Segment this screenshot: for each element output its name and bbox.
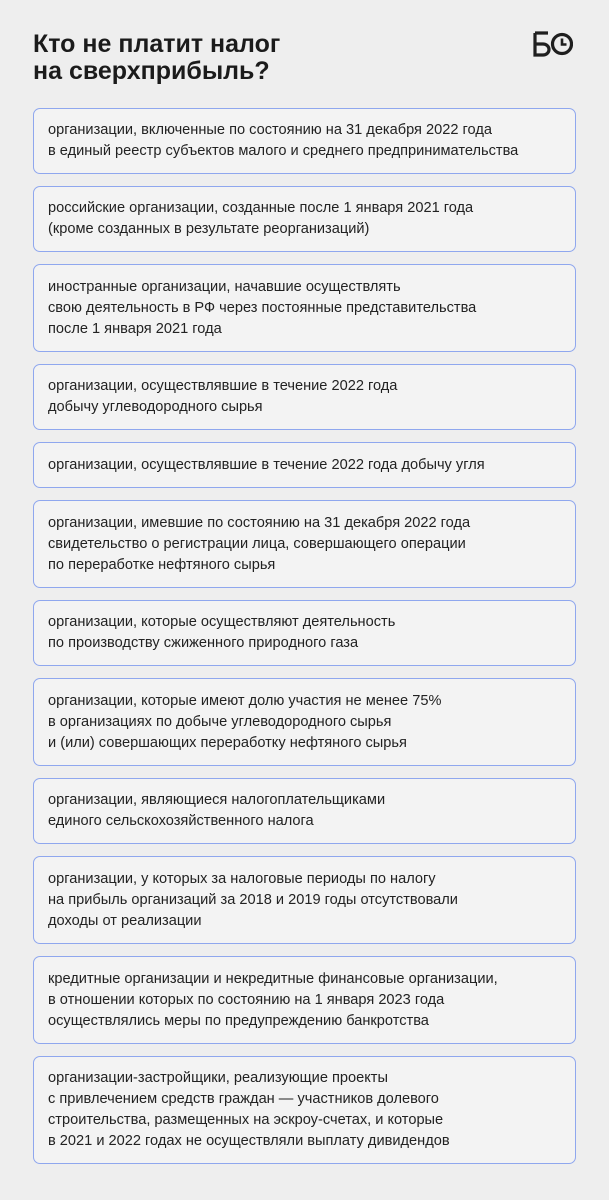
- page-title-line: на сверхприбыль?: [33, 57, 270, 85]
- list-item-text: в 2021 и 2022 годах не осуществляли выплату дивидендов: [48, 1133, 450, 1149]
- list-item-text: организации-застройщики, реализующие проекты: [48, 1070, 388, 1086]
- bo-logo: [533, 31, 573, 57]
- list-item-text: и (или) совершающих переработку нефтяного сырья: [48, 734, 407, 751]
- list-item-text: с привлечением средств граждан — участников долевого: [48, 1091, 439, 1107]
- list-item-text: в единый реестр субъектов малого и среднего предпринимательства: [48, 143, 519, 159]
- list-item-text: добычу углеводородного сырья: [48, 399, 263, 415]
- header: [33, 31, 573, 91]
- list-item-text: организации, у которых за налоговые периоды по налогу: [48, 870, 436, 887]
- list-item-text: осуществлялись меры по предупреждению банкротства: [48, 1012, 429, 1029]
- list-item-text: строительства, размещенных на эскроу-счетах, и которые: [48, 1112, 444, 1128]
- list-item: [33, 956, 576, 1044]
- list-item-text: организации, которые осуществляют деятельность: [48, 614, 396, 630]
- list-item: [33, 856, 576, 944]
- list-item: [33, 442, 576, 488]
- list-item-text: (кроме созданных в результате реорганизаций): [48, 221, 370, 237]
- list-item: [33, 1056, 576, 1164]
- list-item-text: организации, которые имеют долю участия не менее 75%: [48, 692, 442, 709]
- list-item-text: российские организации, созданные после 1 января 2021 года: [48, 200, 474, 216]
- clock-icon: [553, 35, 572, 54]
- list-item-text: свидетельство о регистрации лица, совершающего операции: [48, 535, 466, 552]
- list-item-text: организации, осуществлявшие в течение 2022 года: [48, 378, 398, 394]
- page-title-line: Кто не платит налог: [33, 30, 281, 58]
- list-item-text: доходы от реализации: [48, 912, 202, 929]
- list-item-text: по переработке нефтяного сырья: [48, 556, 276, 573]
- list-item-text: организации, осуществлявшие в течение 2022 года добычу угля: [48, 456, 485, 473]
- list-item-text: единого сельскохозяйственного налога: [48, 813, 314, 829]
- list-item: [33, 108, 576, 174]
- list-item-text: кредитные организации и некредитные финансовые организации,: [48, 970, 498, 987]
- page-title: [33, 31, 453, 85]
- list-item: [33, 364, 576, 430]
- list-item-text: свою деятельность в РФ через постоянные представительства: [48, 299, 477, 316]
- list-item-text: в организациях по добыче углеводородного сырья: [48, 713, 392, 730]
- list-item-text: организации, имевшие по состоянию на 31 декабря 2022 года: [48, 514, 471, 531]
- list-item-text: иностранные организации, начавшие осуществлять: [48, 278, 401, 295]
- list-item-text: на прибыль организаций за 2018 и 2019 годы отсутствовали: [48, 891, 458, 908]
- list-item: [33, 778, 576, 844]
- list-item: [33, 264, 576, 352]
- list-item-text: в отношении которых по состоянию на 1 января 2023 года: [48, 991, 445, 1008]
- list-item-text: организации, являющиеся налогоплательщиками: [48, 792, 386, 808]
- list-item: [33, 600, 576, 666]
- list-item-text: после 1 января 2021 года: [48, 320, 222, 337]
- list-item: [33, 678, 576, 766]
- logo-letter-b: [535, 33, 549, 55]
- list-item-text: организации, включенные по состоянию на 31 декабря 2022 года: [48, 122, 492, 138]
- list-item-text: по производству сжиженного природного газа: [48, 635, 359, 651]
- exemption-list: [33, 108, 576, 1176]
- list-item: [33, 186, 576, 252]
- list-item: [33, 500, 576, 588]
